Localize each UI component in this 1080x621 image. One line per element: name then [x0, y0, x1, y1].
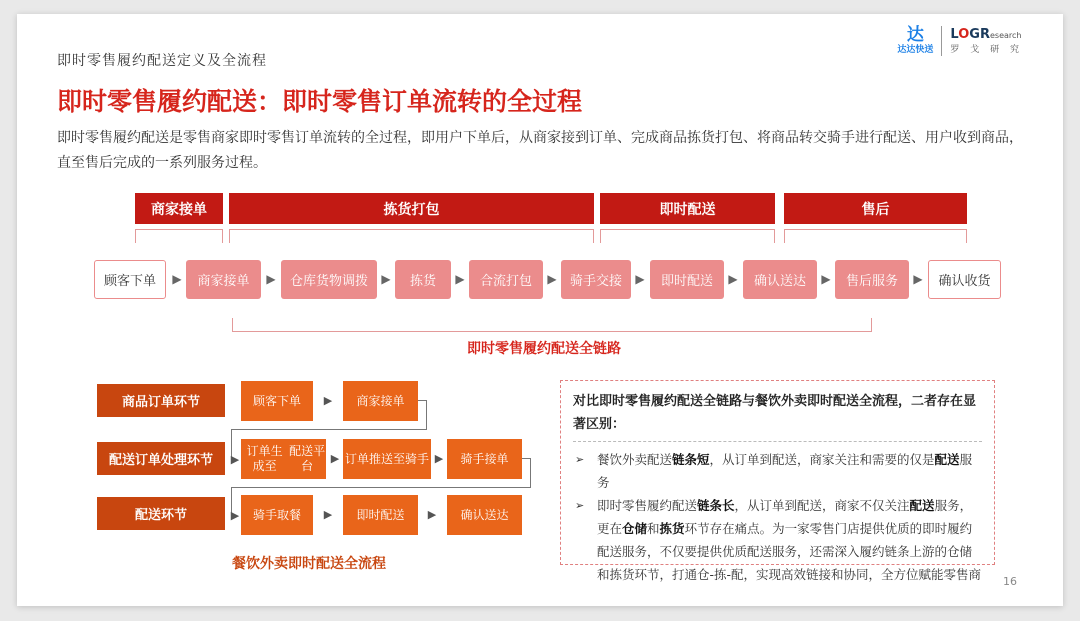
dada-logo-mark: 达: [906, 25, 924, 45]
process-step: 顾客下单: [94, 260, 166, 299]
flow-box: 骑手取餐: [241, 495, 313, 535]
chain-label: 即时零售履约配送全链路: [467, 341, 621, 357]
flow-box: 订单生成至 配送平台: [241, 439, 326, 479]
flow-box: 订单推送至 骑手: [343, 439, 431, 479]
arrow-right-icon: ▶: [230, 509, 240, 522]
process-step: 确认送达: [743, 260, 817, 299]
dada-logo: [897, 26, 933, 56]
phase-bracket: [600, 229, 775, 243]
comparison-box: [560, 380, 995, 582]
arrow-right-icon: ▶: [323, 394, 333, 407]
phase-header: 商家接单: [135, 193, 223, 224]
comparison-item: ➢ 即时零售履约配送链条长，从订单到配送，商家不仅关注配送服务，更在仓储和拣货环节存在痛点。为一家零售门店提供优质的即时履约配送服务，不仅要提供优质配送服务，还需深入履约链条上游的仓储和拣货环节，打通仓-拣-配，实现高效链接和协同，全方位赋能零售商: [573, 494, 982, 586]
page-title: 即时零售履约配送：即时零售订单流转的全过程: [57, 87, 583, 116]
phase-bracket: [784, 229, 967, 243]
flow-row-label: 配送环节: [97, 497, 225, 530]
phase-bracket: [229, 229, 594, 243]
phase-header: 售后: [784, 193, 967, 224]
page-number: 16: [1003, 575, 1017, 588]
phase-bracket: [135, 229, 223, 243]
flow-row-label: 配送订单处理环节: [97, 442, 225, 475]
phase-header: 即时配送: [600, 193, 775, 224]
arrow-right-icon: ▶: [427, 508, 437, 521]
flow-box: 即时配送: [343, 495, 418, 535]
process-step: 骑手交接: [561, 260, 631, 299]
logo-divider: [941, 26, 942, 56]
logr-logo-cn: 罗 戈 研 究: [950, 44, 1023, 55]
dada-logo-text: 达达快送: [897, 45, 934, 55]
flow-box: 顾客下单: [241, 381, 313, 421]
arrow-right-icon: ▶: [635, 272, 645, 286]
divider: [573, 441, 982, 442]
arrow-right-icon: ▶: [330, 452, 340, 465]
arrow-right-icon: ▶: [547, 272, 557, 286]
chain-bracket: [232, 318, 872, 332]
bullet-icon: ➢: [575, 499, 585, 512]
arrow-right-icon: ▶: [455, 272, 465, 286]
process-step: 商家接单: [186, 260, 261, 299]
arrow-right-icon: ▶: [323, 508, 333, 521]
flow-row-label: 商品订单环节: [97, 384, 225, 417]
flow-box: 商家接单: [343, 381, 418, 421]
comparison-item: ➢ 餐饮外卖配送链条短，从订单到配送，商家关注和需要的仅是配送服务: [573, 448, 982, 494]
arrow-right-icon: ▶: [172, 272, 182, 286]
arrow-right-icon: ▶: [728, 272, 738, 286]
slide: [17, 14, 1063, 606]
process-step: 确认收货: [928, 260, 1001, 299]
flow-box: 确认送达: [447, 495, 522, 535]
bullet-icon: ➢: [575, 453, 585, 466]
process-step: 售后服务: [835, 260, 909, 299]
process-step: 合流打包: [469, 260, 543, 299]
brand-logos: [897, 26, 1023, 56]
logr-logo: LOGResearch 罗 戈 研 究: [950, 26, 1023, 55]
process-step: 拣货: [395, 260, 451, 299]
arrow-right-icon: ▶: [266, 272, 276, 286]
page-description: 即时零售履约配送是零售商家即时零售订单流转的全过程，即用户下单后，从商家接到订单、完成商品拣货打包、将商品转交骑手进行配送、用户收到商品，直至售后完成的一系列服务过程。: [57, 130, 1023, 171]
section-label: 即时零售履约配送定义及全流程: [57, 53, 267, 69]
comparison-heading: 对比即时零售履约配送全链路与餐饮外卖即时配送全流程，二者存在显著区别：: [573, 394, 977, 432]
arrow-right-icon: ▶: [913, 272, 923, 286]
flow-box: 骑手接单: [447, 439, 522, 479]
process-step: 仓库货物调拨: [281, 260, 377, 299]
arrow-right-icon: ▶: [434, 452, 444, 465]
arrow-right-icon: ▶: [381, 272, 391, 286]
flow-caption: 餐饮外卖即时配送全流程: [232, 556, 386, 572]
arrow-right-icon: ▶: [230, 453, 240, 466]
arrow-right-icon: ▶: [821, 272, 831, 286]
phase-header: 拣货打包: [229, 193, 594, 224]
process-step: 即时配送: [650, 260, 724, 299]
